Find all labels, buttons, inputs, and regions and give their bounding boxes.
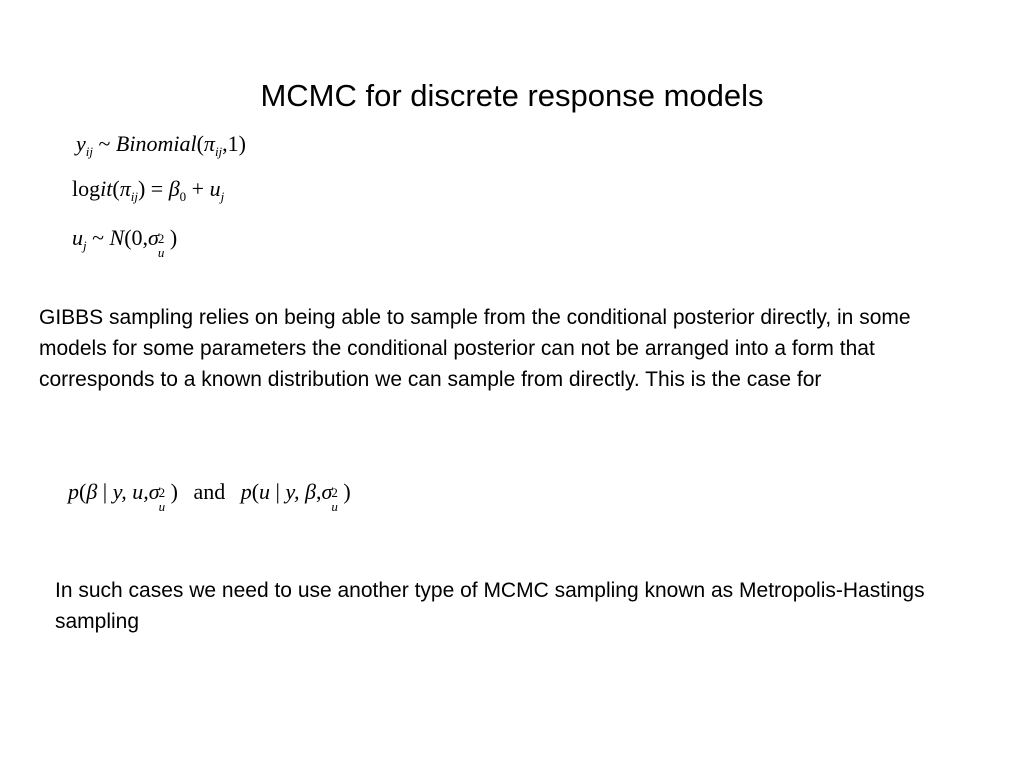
normal-args: (0, — [124, 225, 149, 250]
u-symbol: u — [259, 479, 271, 504]
beta-symbol: β — [86, 479, 98, 504]
conditioning-args: y, — [285, 479, 300, 504]
slide-title: MCMC for discrete response models — [260, 78, 764, 113]
pi-subscript: ij — [130, 189, 138, 204]
binomial-args: ,1) — [222, 131, 246, 156]
conditional-posteriors-equation — [68, 479, 351, 514]
log-label: log — [72, 176, 101, 201]
conditioning-args: y, u, — [112, 479, 149, 504]
u-symbol: u — [72, 225, 83, 250]
sigma-symbol: σ — [148, 479, 160, 504]
y-subscript: ij — [85, 144, 93, 159]
sigma-scripts — [158, 232, 170, 260]
close-paren: ) — [343, 479, 351, 504]
random-effect-distribution-equation — [72, 225, 177, 260]
gibbs-explanation-paragraph: GIBBS sampling relies on being able to sample from the conditional posterior directly, in some models for some parameters the conditional posterior can not be arranged into a form that corresponds to a known distribution we can sample from directly. This is the case for — [39, 306, 911, 391]
close-paren: ) — [170, 479, 178, 504]
equals-symbol: = — [150, 176, 164, 201]
sigma-symbol: σ — [321, 479, 333, 504]
beta-symbol: β — [168, 176, 180, 201]
open-paren: ( — [251, 479, 260, 504]
sigma-scripts — [159, 486, 171, 514]
pi-symbol: π — [119, 176, 131, 201]
sigma-subscript: u — [158, 499, 166, 514]
tilde-symbol: ~ — [92, 225, 105, 250]
normal-symbol: N — [109, 225, 125, 250]
comma: , — [315, 479, 322, 504]
sigma-superscript: 2 — [331, 485, 338, 500]
it-label: it — [100, 176, 113, 201]
open-paren: ( — [79, 479, 87, 504]
sigma-superscript: 2 — [158, 485, 166, 500]
y-symbol: y — [76, 131, 86, 156]
conditional-bar: | — [275, 479, 280, 504]
binomial-label: Binomial — [115, 131, 197, 156]
sigma-subscript: u — [157, 245, 165, 260]
p-symbol: p — [240, 479, 252, 504]
close-paren: ) — [137, 176, 146, 201]
and-word: and — [193, 479, 226, 504]
open-paren: ( — [196, 131, 204, 156]
open-paren: ( — [112, 176, 120, 201]
logit-link-equation — [72, 176, 224, 202]
pi-subscript: ij — [214, 144, 223, 159]
plus-symbol: + — [191, 176, 205, 201]
sigma-subscript: u — [331, 499, 338, 514]
u-subscript: j — [220, 189, 225, 204]
tilde-symbol: ~ — [98, 131, 111, 156]
u-symbol: u — [209, 176, 221, 201]
binomial-model-equation — [76, 131, 246, 157]
pi-symbol: π — [203, 131, 215, 156]
sigma-superscript: 2 — [157, 231, 165, 246]
metropolis-hastings-paragraph: In such cases we need to use another type of MCMC sampling known as Metropolis-Hastings sampling — [55, 579, 925, 633]
sigma-scripts — [331, 486, 343, 514]
conditional-bar: | — [102, 479, 108, 504]
beta-subscript: 0 — [179, 189, 187, 204]
sigma-symbol: σ — [148, 225, 159, 250]
close-paren: ) — [169, 225, 178, 250]
u-subscript: j — [83, 238, 87, 253]
p-symbol: p — [68, 479, 79, 504]
beta-symbol: β — [305, 479, 316, 504]
